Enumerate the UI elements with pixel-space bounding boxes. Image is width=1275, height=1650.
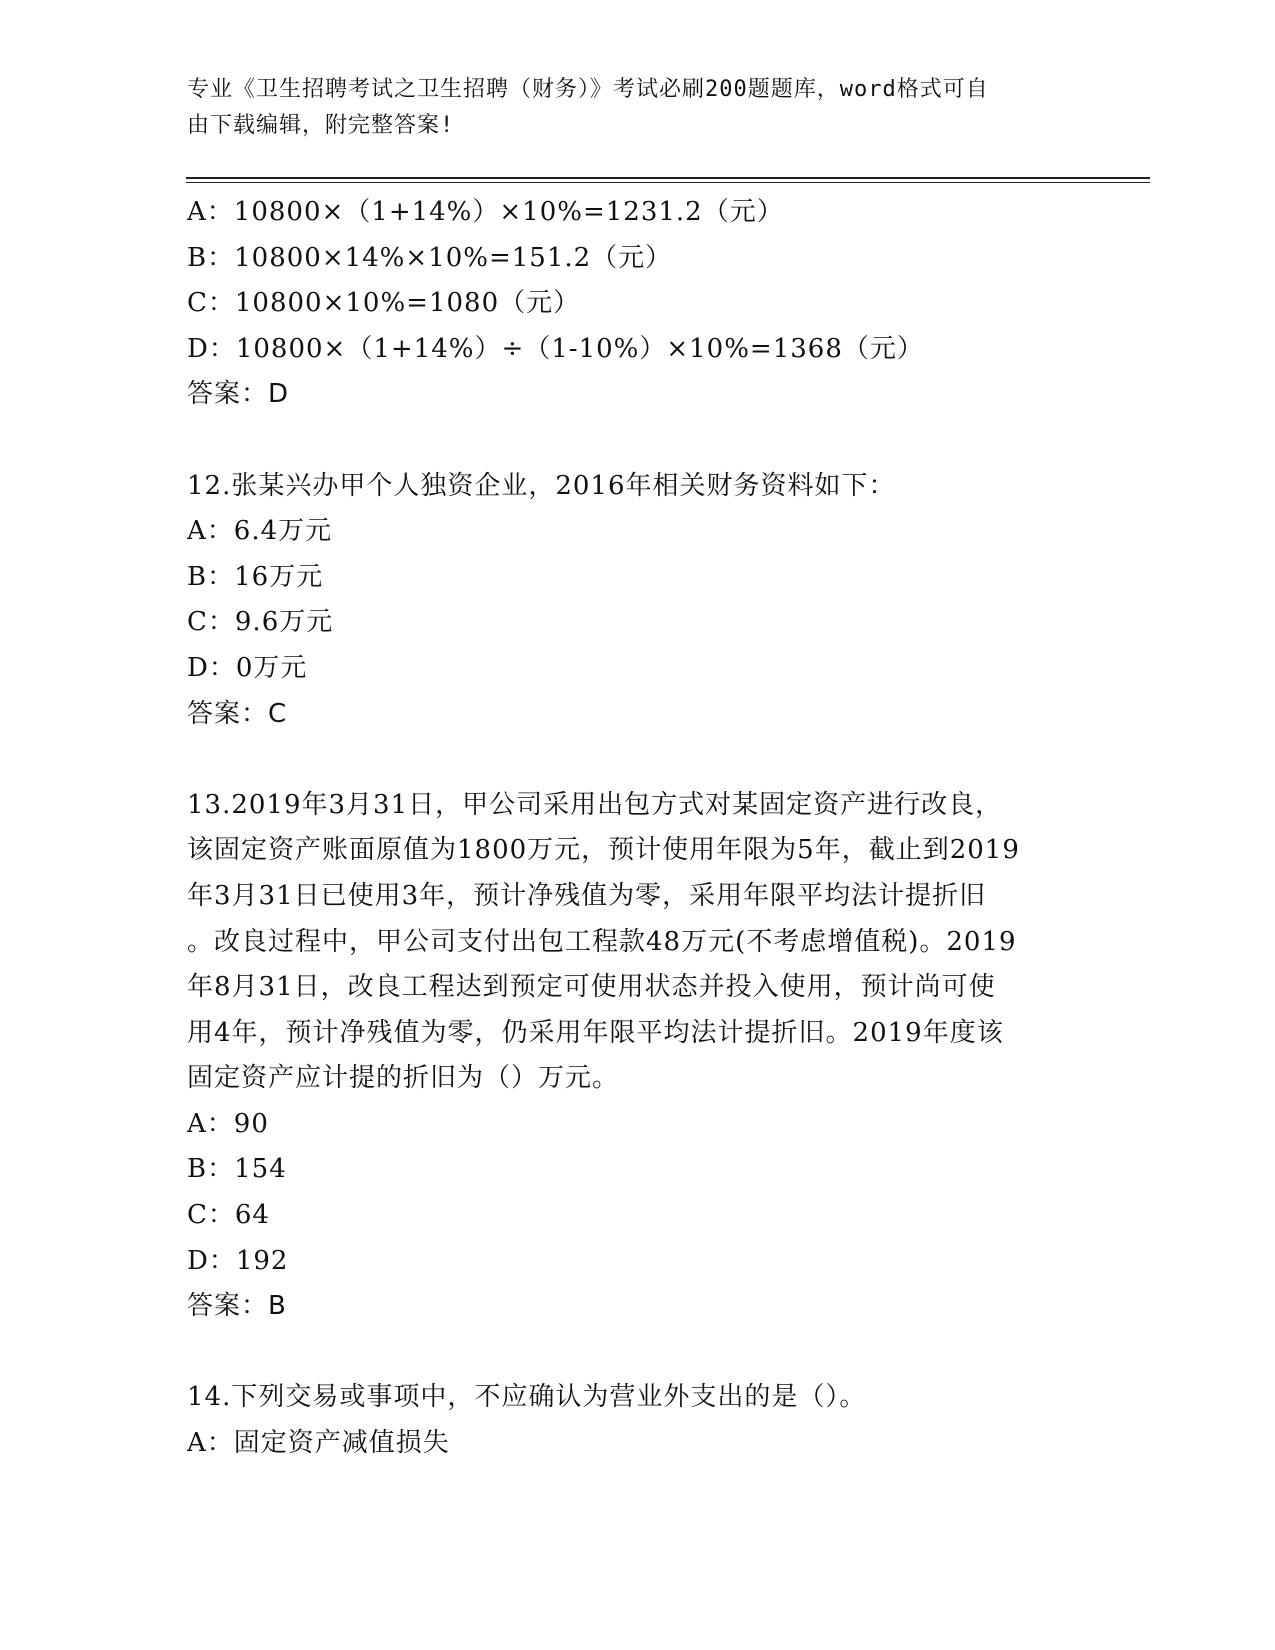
option-a: A：10800×（1+14%）×10%=1231.2（元） bbox=[187, 197, 784, 227]
question-text-line: 。改良过程中，甲公司支付出包工程款48万元(不考虑增值税)。2019 bbox=[187, 926, 1017, 957]
question-11 bbox=[187, 190, 1087, 418]
answer: 答案：D bbox=[187, 379, 290, 410]
question-text-line: 固定资产应计提的折旧为（）万元。 bbox=[187, 1063, 620, 1094]
question-text-line: 年3月31日已使用3年，预计净残值为零，采用年限平均法计提折旧 bbox=[187, 880, 987, 911]
question-text-line: 13.2019年3月31日，甲公司采用出包方式对某固定资产进行改良， bbox=[187, 789, 1003, 820]
option-d: D：0万元 bbox=[187, 652, 308, 683]
option-a: A：90 bbox=[187, 1108, 269, 1139]
question-text-line: 用4年，预计净残值为零，仍采用年限平均法计提折旧。2019年度该 bbox=[187, 1017, 1004, 1048]
spacer bbox=[187, 1330, 1087, 1376]
option-a: A：6.4万元 bbox=[187, 516, 333, 547]
header-rule-thick bbox=[186, 177, 1150, 179]
option-d: D：192 bbox=[187, 1245, 289, 1276]
header-line-2: 由下载编辑，附完整答案! bbox=[187, 113, 455, 138]
question-list bbox=[187, 190, 1087, 1467]
header-rule-thin bbox=[186, 182, 1150, 183]
question-14 bbox=[187, 1375, 1087, 1466]
question-12 bbox=[187, 464, 1087, 738]
option-b: B：10800×14%×10%=151.2（元） bbox=[187, 242, 673, 273]
document-header bbox=[187, 72, 1067, 144]
option-c: C：10800×10%=1080（元） bbox=[187, 288, 581, 319]
question-13 bbox=[187, 783, 1087, 1330]
option-d: D：10800×（1+14%）÷（1-10%）×10%=1368（元） bbox=[187, 333, 924, 364]
option-b: B：154 bbox=[187, 1154, 287, 1185]
answer: 答案：B bbox=[187, 1291, 287, 1322]
answer: 答案：C bbox=[187, 698, 288, 729]
question-text-line: 该固定资产账面原值为1800万元，预计使用年限为5年，截止到2019 bbox=[187, 835, 1020, 866]
option-b: B：16万元 bbox=[187, 561, 324, 592]
question-text: 14.下列交易或事项中，不应确认为营业外支出的是（）。 bbox=[187, 1382, 867, 1413]
option-a: A：固定资产减值损失 bbox=[187, 1428, 450, 1459]
question-text-line: 年8月31日，改良工程达到预定可使用状态并投入使用，预计尚可使 bbox=[187, 972, 996, 1003]
spacer bbox=[187, 737, 1087, 783]
header-line-1: 专业《卫生招聘考试之卫生招聘（财务）》考试必刷200题题库，word格式可自 bbox=[187, 77, 989, 102]
option-c: C：9.6万元 bbox=[187, 607, 334, 638]
spacer bbox=[187, 418, 1087, 464]
question-text: 12.张某兴办甲个人独资企业，2016年相关财务资料如下： bbox=[187, 470, 896, 501]
option-c: C：64 bbox=[187, 1200, 270, 1231]
